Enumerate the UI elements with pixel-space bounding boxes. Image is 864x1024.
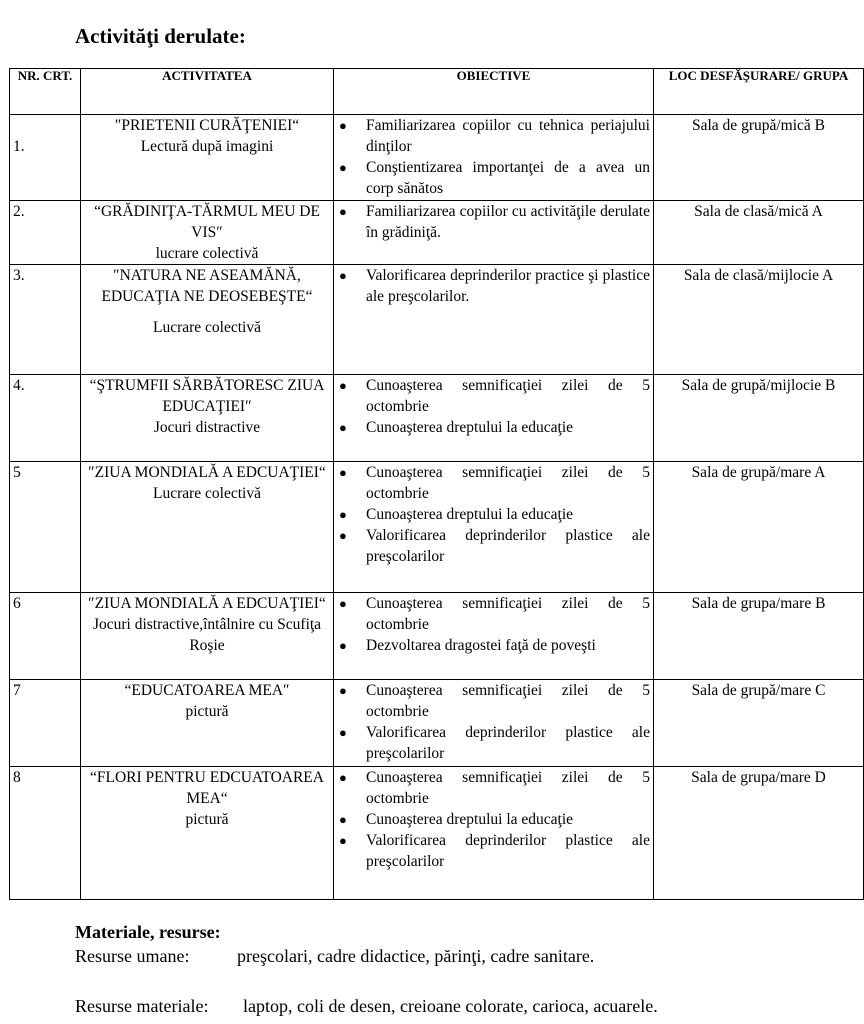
objective-text: Cunoaşterea dreptului la educaţie [366, 811, 574, 828]
header-loc: LOC DESFĂŞURARE/ GRUPA [654, 69, 864, 115]
table-row [10, 593, 864, 680]
objectives-cell [334, 680, 654, 767]
objective-text: Cunoaşterea semnificaţiei zilei de 5 octombrie [366, 377, 650, 415]
location-cell: Sala de grupa/mare D [654, 767, 864, 900]
bullet-icon: ● [339, 725, 347, 740]
table-row [10, 375, 864, 462]
objective-text: Dezvoltarea dragostei faţă de poveşti [366, 637, 596, 654]
activity-cell [81, 680, 334, 767]
bullet-icon: ● [339, 507, 347, 522]
table-row [10, 767, 864, 900]
bullet-icon: ● [339, 465, 347, 480]
objective-item [337, 767, 650, 809]
bullet-icon: ● [339, 204, 347, 219]
activity-title: “GRĂDINIŢA-TĂRMUL MEU DE VIS″ [94, 203, 320, 241]
bullet-icon: ● [339, 812, 347, 827]
objective-text: Cunoaşterea dreptului la educaţie [366, 419, 574, 436]
bullet-icon: ● [339, 528, 347, 543]
row-number: 1. [10, 115, 81, 201]
table-header-row [10, 69, 864, 115]
objective-item [337, 680, 650, 722]
objective-item [337, 375, 650, 417]
objective-item [337, 504, 650, 525]
bullet-icon: ● [339, 683, 347, 698]
objective-text: Valorificarea deprinderilor practice şi plastice ale preşcolarilor. [366, 267, 650, 305]
resurse-umane-value: preşcolari, cadre didactice, părinţi, cadre sanitare. [237, 946, 595, 966]
objective-text: Cunoaşterea semnificaţiei zilei de 5 octombrie [366, 464, 650, 502]
row-number: 6 [10, 593, 81, 680]
resurse-materiale-label: Resurse materiale: [75, 996, 209, 1016]
bullet-icon: ● [339, 770, 347, 785]
activity-title: “FLORI PENTRU EDCUATOAREA MEA“ [90, 769, 324, 807]
objectives-cell [334, 201, 654, 265]
activity-title: “ŞTRUMFII SĂRBĂTORESC ZIUA EDUCAŢIEI″ [89, 377, 325, 415]
bullet-icon: ● [339, 160, 347, 175]
bullet-icon: ● [339, 378, 347, 393]
row-number: 7 [10, 680, 81, 767]
activity-title: ″PRIETENII CURĂŢENIEI“ [114, 117, 300, 134]
activity-cell [81, 375, 334, 462]
header-activitatea: ACTIVITATEA [81, 69, 334, 115]
row-number: 4. [10, 375, 81, 462]
activity-type: Jocuri distractive [153, 419, 261, 436]
table-row [10, 680, 864, 767]
location-cell: Sala de grupă/mare A [654, 462, 864, 593]
activity-type: pictură [185, 703, 229, 720]
location-cell: Sala de clasă/mijlocie A [654, 265, 864, 375]
activity-title: ″NATURA NE ASEAMĂNĂ, EDUCAŢIA NE DEOSEBEŞTE“ [101, 267, 313, 305]
objective-text: Valorificarea deprinderilor plastice ale preşcolarilor [366, 724, 650, 762]
activity-title: ″ZIUA MONDIALĂ A EDCUAŢIEI“ [88, 464, 326, 481]
objective-text: Cunoaşterea semnificaţiei zilei de 5 octombrie [366, 682, 650, 720]
objective-item [337, 525, 650, 567]
table-body [10, 115, 864, 900]
objectives-cell [334, 265, 654, 375]
objective-text: Conştientizarea importanţei de a avea un corp sănătos [366, 159, 650, 197]
bullet-icon: ● [339, 268, 347, 283]
row-number: 8 [10, 767, 81, 900]
bullet-icon: ● [339, 833, 347, 848]
resurse-umane-line [75, 946, 594, 967]
bullet-icon: ● [339, 596, 347, 611]
activity-cell [81, 115, 334, 201]
objective-item [337, 115, 650, 157]
objectives-cell [334, 375, 654, 462]
activity-title: ″ZIUA MONDIALĂ A EDCUAŢIEI“ [88, 595, 326, 612]
header-nr-crt: NR. CRT. [10, 69, 81, 115]
activity-title: “EDUCATOAREA MEA″ [124, 682, 290, 699]
row-number: 5 [10, 462, 81, 593]
activity-type: Lucrare colectivă [153, 485, 261, 502]
objective-item [337, 722, 650, 764]
row-number: 2. [10, 201, 81, 265]
activity-cell [81, 593, 334, 680]
objective-text: Familiarizarea copiilor cu tehnica periajului dinţilor [366, 117, 650, 155]
objective-item [337, 265, 650, 307]
objectives-cell [334, 767, 654, 900]
activity-type: lucrare colectivă [155, 245, 259, 262]
resurse-materiale-line [75, 996, 658, 1017]
objective-item [337, 157, 650, 199]
table-row [10, 265, 864, 375]
row-number: 3. [10, 265, 81, 375]
resurse-umane-label: Resurse umane: [75, 946, 190, 966]
location-cell: Sala de clasă/mică A [654, 201, 864, 265]
bullet-icon: ● [339, 420, 347, 435]
objective-text: Valorificarea deprinderilor plastice ale preşcolarilor [366, 527, 650, 565]
bullet-icon: ● [339, 118, 347, 133]
activity-cell [81, 265, 334, 375]
objective-item [337, 201, 650, 243]
activity-cell [81, 462, 334, 593]
objective-item [337, 809, 650, 830]
activity-cell [81, 201, 334, 265]
objective-item [337, 417, 650, 438]
activity-type: Lucrare colectivă [153, 319, 261, 336]
objective-text: Valorificarea deprinderilor plastice ale preşcolarilor [366, 832, 650, 870]
objective-text: Familiarizarea copiilor cu activităţile derulate în grădiniţă. [366, 203, 650, 241]
objective-item [337, 462, 650, 504]
bullet-icon: ● [339, 638, 347, 653]
activity-type: Lectură după imagini [140, 138, 274, 155]
page-title: Activităţi derulate: [75, 24, 246, 48]
resurse-materiale-value: laptop, coli de desen, creioane colorate, carioca, acuarele. [243, 996, 658, 1016]
table-row [10, 201, 864, 265]
objective-text: Cunoaşterea dreptului la educaţie [366, 506, 574, 523]
location-cell: Sala de grupă/mijlocie B [654, 375, 864, 462]
header-obiective: OBIECTIVE [334, 69, 654, 115]
materials-heading: Materiale, resurse: [75, 922, 221, 942]
table-row [10, 115, 864, 201]
objective-item [337, 635, 650, 656]
objective-item [337, 830, 650, 872]
activity-type: pictură [185, 811, 229, 828]
objective-text: Cunoaşterea semnificaţiei zilei de 5 octombrie [366, 769, 650, 807]
location-cell: Sala de grupa/mare B [654, 593, 864, 680]
objective-text: Cunoaşterea semnificaţiei zilei de 5 octombrie [366, 595, 650, 633]
activity-cell [81, 767, 334, 900]
spacer [84, 307, 330, 317]
objective-item [337, 593, 650, 635]
location-cell: Sala de grupă/mică B [654, 115, 864, 201]
table-row [10, 462, 864, 593]
location-cell: Sala de grupă/mare C [654, 680, 864, 767]
activities-table [9, 68, 864, 900]
activity-type: Jocuri distractive,întâlnire cu Scufiţa Roşie [92, 616, 322, 654]
objectives-cell [334, 462, 654, 593]
objectives-cell [334, 593, 654, 680]
objectives-cell [334, 115, 654, 201]
